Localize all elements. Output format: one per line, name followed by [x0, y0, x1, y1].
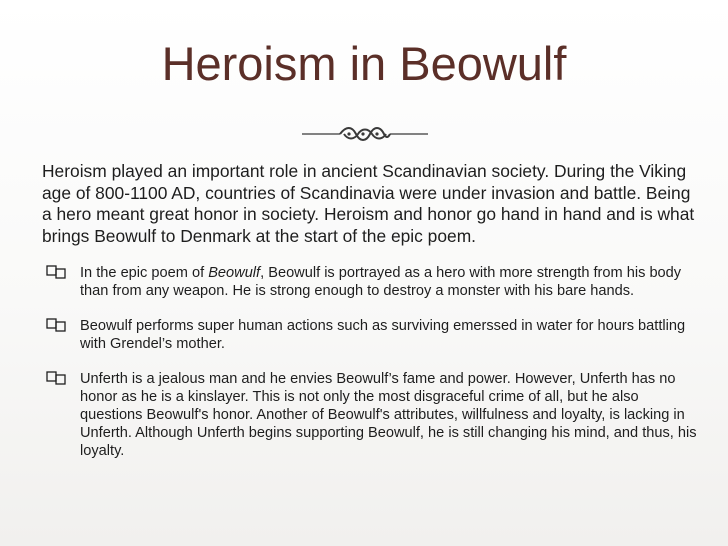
slide-title: Heroism in Beowulf	[161, 37, 567, 90]
bullet-item	[44, 370, 704, 460]
hollow-double-square-bullet-icon	[46, 371, 68, 385]
hollow-double-square-bullet-icon	[46, 265, 68, 279]
poem-title: Beowulf	[208, 265, 261, 281]
flourish-divider-icon	[300, 122, 430, 146]
hollow-double-square-bullet-icon	[46, 318, 68, 332]
bullet-item	[44, 264, 704, 300]
bullet-list	[44, 264, 704, 460]
intro-paragraph: Heroism played an important role in ancient Scandinavian society. During the Viking age of 800-1100 AD, countries of Scandinavia were under invasion and battle. Being a hero meant great honor in society. Heroism and honor go hand in hand and is what brings Beowulf to Denmark at the start of the epic poem.	[42, 161, 695, 246]
bullet-text: Beowulf performs super human actions such as surviving emerssed in water for hours battling with Grendel’s mother.	[80, 318, 686, 352]
bullet-text: In the epic poem of Beowulf, Beowulf is portrayed as a hero with more strength from his body than from any weapon. He is strong enough to destroy a monster with his bare hands.	[80, 265, 682, 299]
bullet-item	[44, 317, 704, 353]
bullet-text: Unferth is a jealous man and he envies Beowulf’s fame and power. However, Unferth has no honor as he is a kinslayer. This is not only the most disgraceful crime of all, but he also questions Beowulf's honor. Another of Beowulf's attributes, willfulness and loyalty, is lacking in Unferth. Although Unferth begins supporting Beowulf, he is still changing his mind, and thus, his loyalty.	[80, 371, 697, 459]
